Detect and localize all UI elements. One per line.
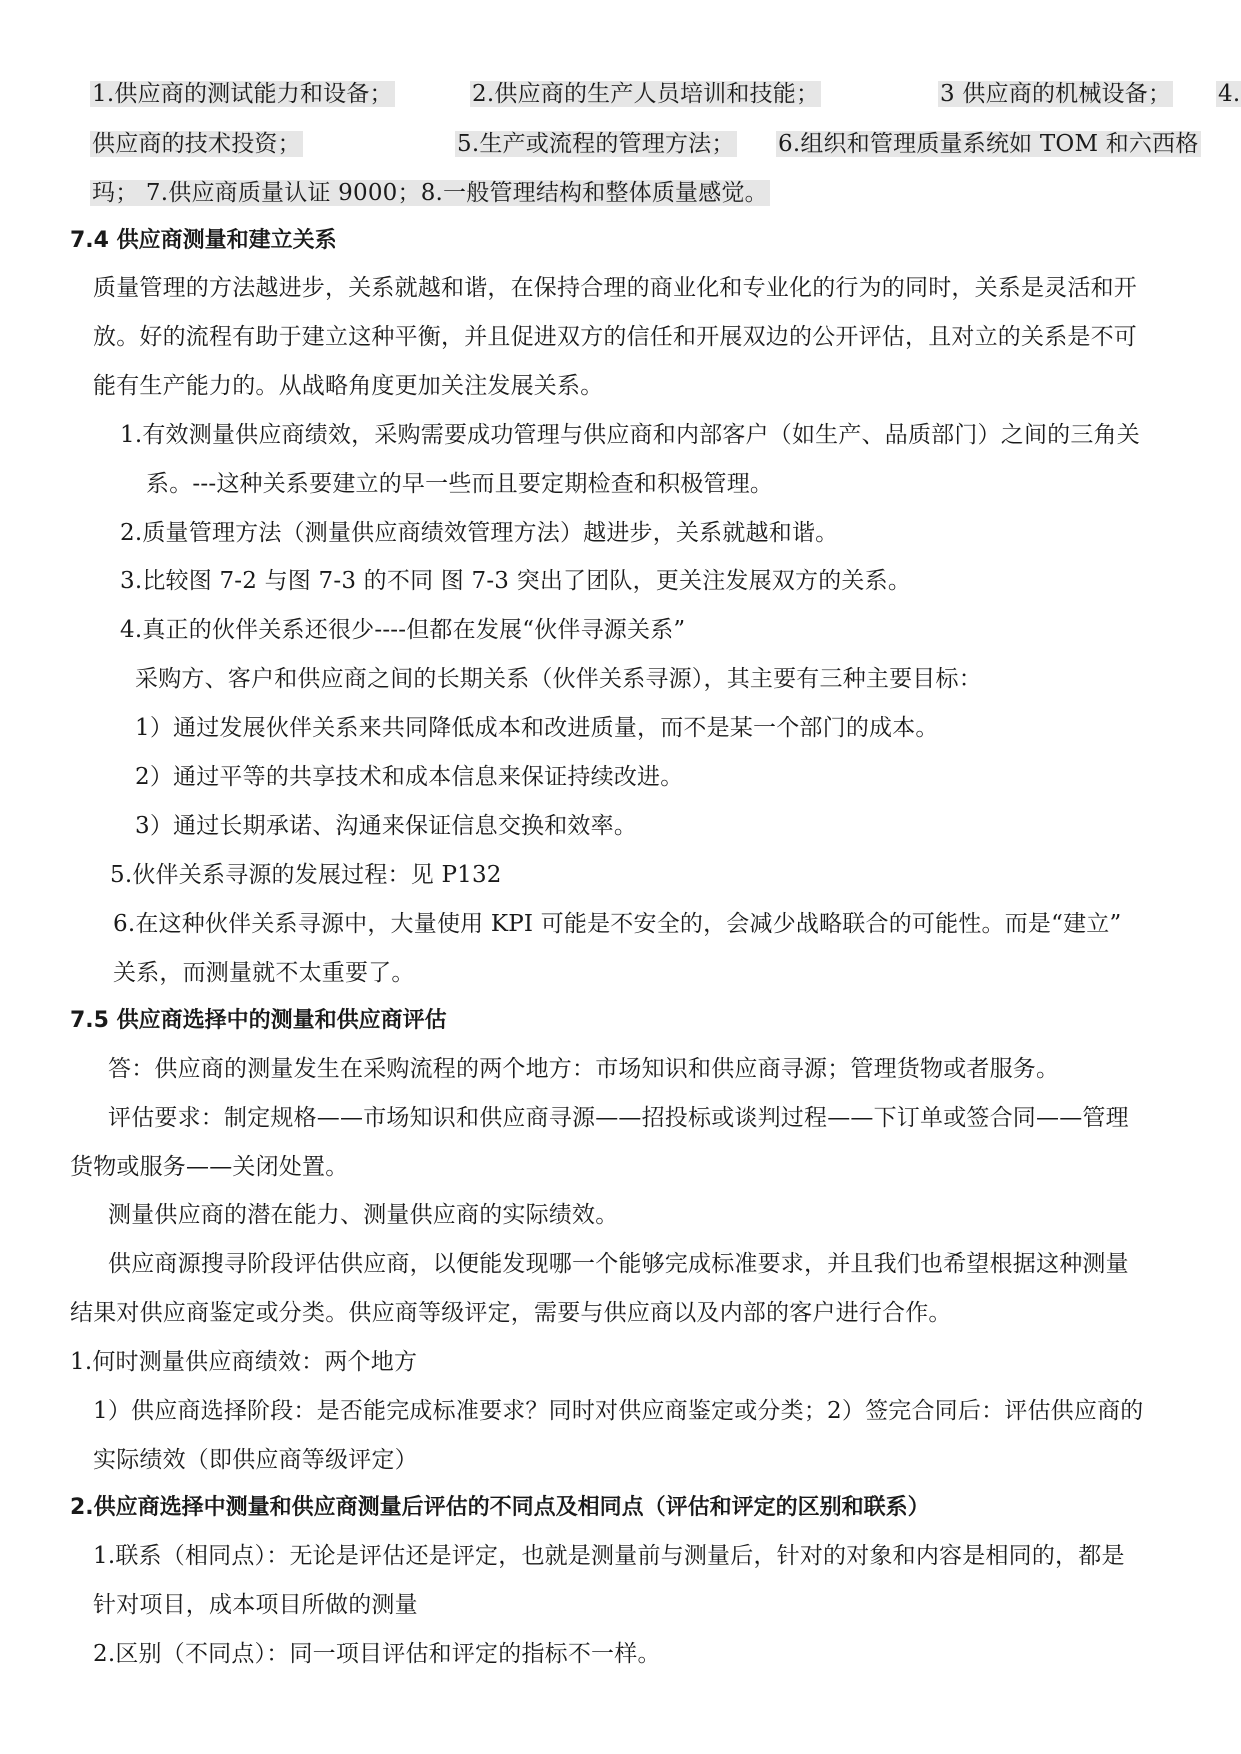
- highlight-line-1d: [1216, 77, 1241, 111]
- s74-item-1-line-1: 1.有效测量供应商绩效，采购需要成功管理与供应商和内部客户（如生产、品质部门）之间的三角关: [120, 422, 1140, 448]
- s74-goal-3: 3）通过长期承诺、沟通来保证信息交换和效率。: [135, 813, 638, 839]
- item-3-text: 3 供应商的机械设备；: [940, 81, 1172, 107]
- s74-item-6-line-2: 关系，而测量就不太重要了。: [113, 960, 415, 986]
- highlight-line-1b: [470, 77, 821, 111]
- highlight-line-2a: [90, 127, 303, 161]
- s74-para-line-1: 质量管理的方法越进步，关系就越和谐，在保持合理的商业化和专业化的行为的同时，关系是灵活和开: [93, 275, 1137, 301]
- highlight-line-2b: [455, 127, 737, 161]
- section-7-5-title: 7.5 供应商选择中的测量和供应商评估: [70, 1008, 447, 1033]
- highlight-line-2c: [776, 127, 1201, 161]
- item-4-number: 4.: [1218, 81, 1241, 107]
- section-7-4-title: 7.4 供应商测量和建立关系: [70, 228, 337, 253]
- s74-item-1-line-2: 系。---这种关系要建立的早一些而且要定期检查和积极管理。: [146, 471, 774, 497]
- s74-item-3: 3.比较图 7-2 与图 7-3 的不同 图 7-3 突出了团队，更关注发展双方的关系。: [120, 568, 912, 594]
- s75-q1: 1.何时测量供应商绩效：两个地方: [70, 1349, 418, 1375]
- s74-item-4: 4.真正的伙伴关系还很少----但都在发展“伙伴寻源关系”: [120, 617, 686, 643]
- highlight-line-1c: [938, 77, 1173, 111]
- s75-source-line-1: 供应商源搜寻阶段评估供应商，以便能发现哪一个能够完成标准要求，并且我们也希望根据这种测量: [108, 1251, 1129, 1277]
- s75-answer: 答：供应商的测量发生在采购流程的两个地方：市场知识和供应商寻源；管理货物或者服务。: [108, 1056, 1060, 1082]
- s2-connection-line-2: 针对项目，成本项目所做的测量: [93, 1592, 418, 1618]
- s74-goal-2: 2）通过平等的共享技术和成本信息来保证持续改进。: [135, 764, 684, 790]
- section-2-title: 2.供应商选择中测量和供应商测量后评估的不同点及相同点（评估和评定的区别和联系）: [70, 1495, 930, 1520]
- item-4-text: 供应商的技术投资；: [92, 131, 301, 157]
- s75-measure: 测量供应商的潜在能力、测量供应商的实际绩效。: [108, 1202, 619, 1228]
- s74-item-4-sub: 采购方、客户和供应商之间的长期关系（伙伴关系寻源），其主要有三种主要目标：: [135, 666, 982, 692]
- item-6-text: 6.组织和管理质量系统如 TOM 和六西格: [778, 131, 1199, 157]
- item-7-8-text: 玛； 7.供应商质量认证 9000；8.一般管理结构和整体质量感觉。: [92, 180, 768, 206]
- s75-req-line-2: 货物或服务——关闭处置。: [70, 1154, 349, 1180]
- s74-goal-1: 1）通过发展伙伴关系来共同降低成本和改进质量，而不是某一个部门的成本。: [135, 715, 939, 741]
- s75-q1-line-2: 实际绩效（即供应商等级评定）: [93, 1447, 418, 1473]
- s74-item-5: 5.伙伴关系寻源的发展过程：见 P132: [110, 862, 502, 888]
- s2-connection-line-1: 1.联系（相同点）：无论是评估还是评定，也就是测量前与测量后，针对的对象和内容是相同的，都是: [93, 1543, 1125, 1569]
- s2-difference: 2.区别（不同点）：同一项目评估和评定的指标不一样。: [93, 1641, 661, 1667]
- item-1-text: 1.供应商的测试能力和设备；: [92, 81, 393, 107]
- s75-q1-line-1: 1）供应商选择阶段：是否能完成标准要求？同时对供应商鉴定或分类；2）签完合同后：评估供应商的: [93, 1398, 1144, 1424]
- s75-req-line-1: 评估要求：制定规格——市场知识和供应商寻源——招投标或谈判过程——下订单或签合同——管理: [108, 1105, 1129, 1131]
- s75-source-line-2: 结果对供应商鉴定或分类。供应商等级评定，需要与供应商以及内部的客户进行合作。: [70, 1300, 952, 1326]
- s74-item-2: 2.质量管理方法（测量供应商绩效管理方法）越进步，关系就越和谐。: [120, 520, 839, 546]
- highlight-line-3: [90, 176, 770, 210]
- item-2-text: 2.供应商的生产人员培训和技能；: [472, 81, 820, 107]
- s74-item-6-line-1: 6.在这种伙伴关系寻源中，大量使用 KPI 可能是不安全的，会减少战略联合的可能性。而是“建立”: [113, 911, 1122, 937]
- s74-para-line-3: 能有生产能力的。从战略角度更加关注发展关系。: [93, 373, 604, 399]
- highlight-line-1: [90, 77, 395, 111]
- s74-para-line-2: 放。好的流程有助于建立这种平衡，并且促进双方的信任和开展双边的公开评估，且对立的关系是不可: [93, 324, 1137, 350]
- item-5-text: 5.生产或流程的管理方法；: [457, 131, 735, 157]
